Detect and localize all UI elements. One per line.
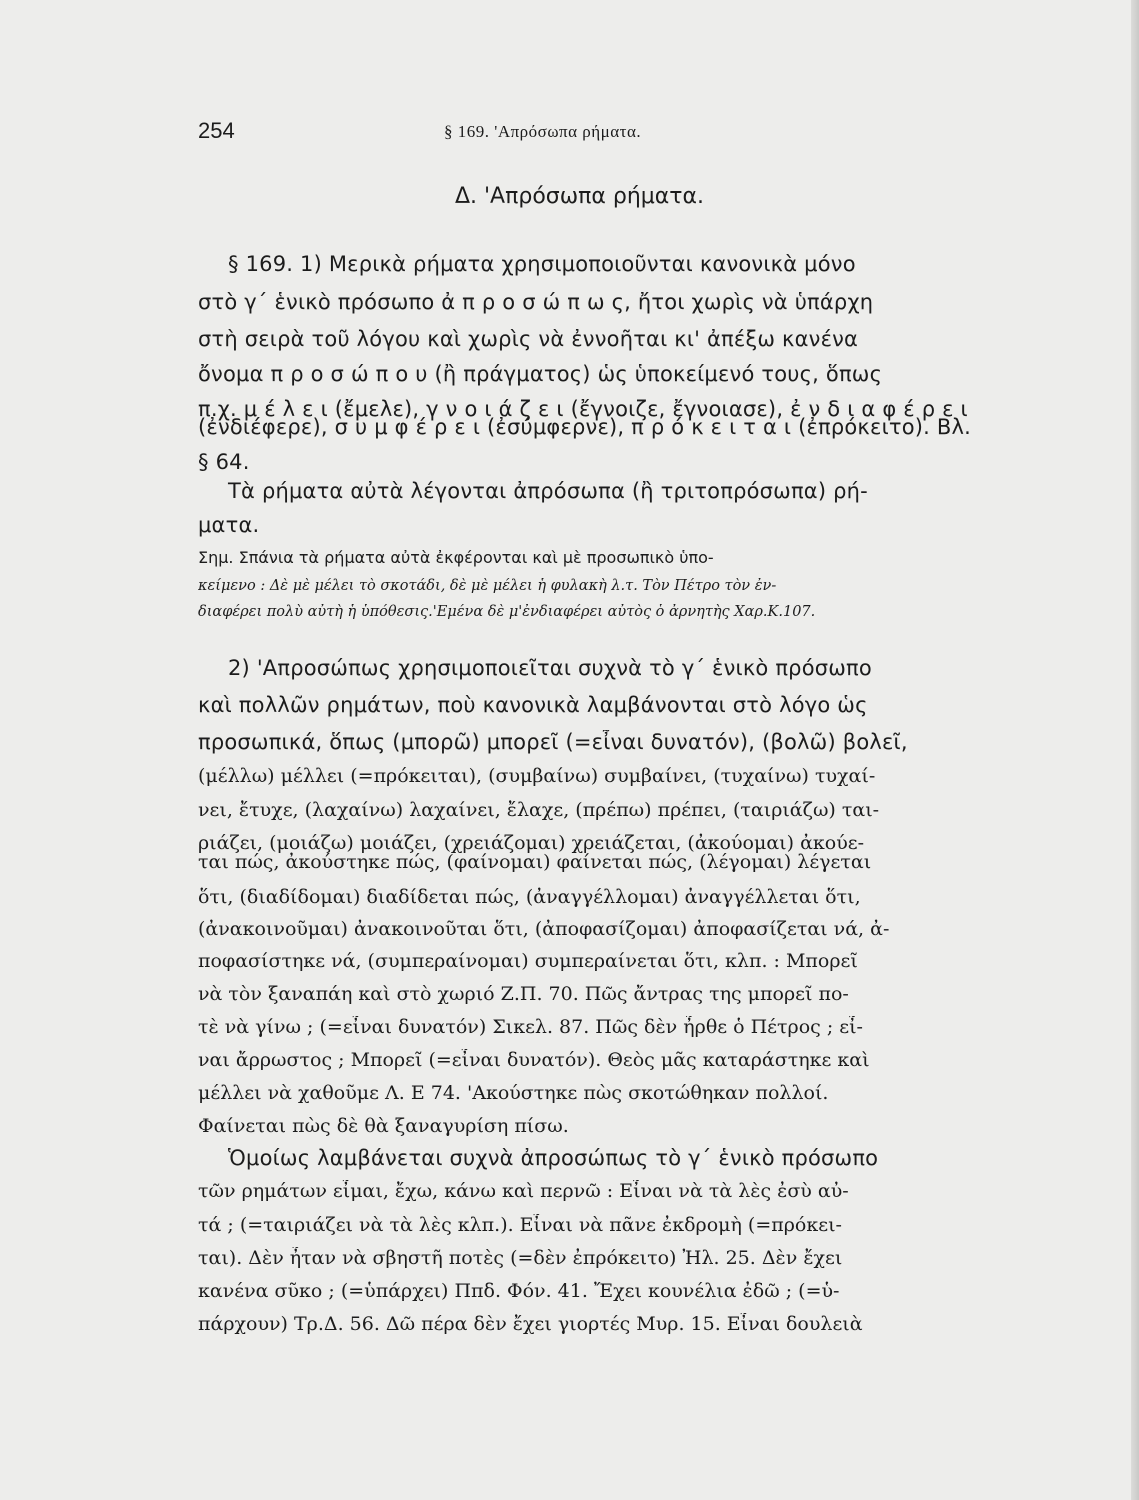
- text-line: ποφασίστηκε νά, (συμπεραίνομαι) συμπεραίνεται ὅτι, κλπ. : Μπορεῖ: [198, 950, 858, 972]
- text-line: ματα.: [198, 513, 260, 537]
- text-line: ριάζει, (μοιάζω) μοιάζει, (χρειάζομαι) χρειάζεται, (ἀκούομαι) ἀκούε-: [198, 832, 865, 854]
- text-line: § 64.: [198, 450, 250, 474]
- text-line: 2) 'Απροσώπως χρησιμοποιεῖται συχνὰ τὸ γ΄ ἑνικὸ πρόσωπο: [228, 656, 872, 680]
- text-line: Φαίνεται πὼς δὲ θὰ ξαναγυρίση πίσω.: [198, 1115, 569, 1137]
- text-line: τῶν ρημάτων εἶμαι, ἔχω, κάνω καὶ περνῶ : Εἶναι νὰ τὰ λὲς ἐσὺ αὐ-: [198, 1180, 849, 1202]
- page-number: 254: [198, 118, 235, 143]
- text-line: π.χ. μ έ λ ε ι (ἔμελε), γ ν ο ι ά ζ ε ι (ἔγνοιζε, ἔγνοιασε), ἐ ν δ ι α φ έ ρ ε ι: [198, 397, 968, 421]
- page-edge-shadow: [1131, 0, 1139, 1500]
- text-line: (ἐνδιέφερε), σ υ μ φ έ ρ ε ι (ἐσύμφερνε), π ρ ό κ ε ι τ α ι (ἐπρόκειτο). Βλ.: [198, 415, 972, 439]
- text-line: κανένα σῦκο ; (=ὑπάρχει) Ππδ. Φόν. 41. Ἔχει κουνέλια ἐδῶ ; (=ὑ-: [198, 1280, 840, 1302]
- text-line: ὄνομα π ρ ο σ ώ π ο υ (ἢ πράγματος) ὡς ὑποκείμενό τους, ὅπως: [198, 362, 883, 386]
- text-line: νὰ τὸν ξαναπάη καὶ στὸ χωριό Ζ.Π. 70. Πῶς ἄντρας της μπορεῖ πο-: [198, 983, 849, 1005]
- text-line: πάρχουν) Τρ.Δ. 56. Δῶ πέρα δὲν ἔχει γιορτές Μυρ. 15. Εἶναι δουλειὰ: [198, 1313, 863, 1335]
- text-line: ται πώς, ἀκούστηκε πώς, (φαίνομαι) φαίνεται πώς, (λέγομαι) λέγεται: [198, 851, 872, 873]
- text-line: μέλλει νὰ χαθοῦμε Λ. Ε 74. 'Ακούστηκε πὼς σκοτώθηκαν πολλοί.: [198, 1082, 829, 1104]
- text-line: τὲ νὰ γίνω ; (=εἶναι δυνατόν) Σικελ. 87. Πῶς δὲν ἦρθε ὁ Πέτρος ; εἶ-: [198, 1016, 863, 1038]
- text-line: ται). Δὲν ἦταν νὰ σβηστῆ ποτὲς (=δὲν ἐπρόκειτο) Ἠλ. 25. Δὲν ἔχει: [198, 1247, 843, 1269]
- text-line: § 169. 1) Μερικὰ ρήματα χρησιμοποιοῦνται κανονικὰ μόνο: [228, 252, 856, 276]
- running-title: § 169. 'Απρόσωπα ρήματα.: [444, 122, 642, 141]
- text-line: στὴ σειρὰ τοῦ λόγου καὶ χωρὶς νὰ ἐννοῆται κι' ἀπέξω κανένα: [198, 327, 859, 351]
- text-line: τά ; (=ταιριάζει νὰ τὰ λὲς κλπ.). Εἶναι νὰ πᾶνε ἐκδρομὴ (=πρόκει-: [198, 1214, 842, 1236]
- text-line: ναι ἄρρωστος ; Μπορεῖ (=εἶναι δυνατόν). Θεὸς μᾶς καταράστηκε καὶ: [198, 1049, 870, 1071]
- text-line: ὅτι, (διαδίδομαι) διαδίδεται πώς, (ἀναγγέλλομαι) ἀναγγέλλεται ὅτι,: [198, 886, 861, 908]
- text-line: καὶ πολλῶν ρημάτων, ποὺ κανονικὰ λαμβάνονται στὸ λόγο ὡς: [198, 693, 868, 717]
- text-line: Τὰ ρήματα αὐτὰ λέγονται ἀπρόσωπα (ἢ τριτοπρόσωπα) ρή-: [228, 479, 868, 503]
- text-line: (ἀνακοινοῦμαι) ἀνακοινοῦται ὅτι, (ἀποφασίζομαι) ἀποφασίζεται νά, ἀ-: [198, 918, 890, 940]
- text-line: νει, ἔτυχε, (λαχαίνω) λαχαίνει, ἔλαχε, (πρέπω) πρέπει, (ταιριάζω) ται-: [198, 799, 880, 821]
- running-header: [198, 118, 978, 148]
- text-line: (μέλλω) μέλλει (=πρόκειται), (συμβαίνω) συμβαίνει, (τυχαίνω) τυχαί-: [198, 765, 876, 787]
- note-line: διαφέρει πολὺ αὐτὴ ἡ ὑπόθεσις.'Εμένα δὲ μ'ἐνδιαφέρει αὐτὸς ὁ ἀρνητὴς Χαρ.Κ.107.: [198, 604, 816, 620]
- text-line: στὸ γ΄ ἑνικὸ πρόσωπο ἀ π ρ ο σ ώ π ω ς, ἤτοι χωρὶς νὰ ὑπάρχη: [198, 290, 874, 314]
- text-line: Ὁμοίως λαμβάνεται συχνὰ ἀπροσώπως τὸ γ΄ ἑνικὸ πρόσωπο: [228, 1146, 879, 1170]
- note-line: Σημ. Σπάνια τὰ ρήματα αὐτὰ ἐκφέρονται καὶ μὲ προσωπικὸ ὑπο-: [198, 548, 714, 567]
- text-line: προσωπικά, ὅπως (μπορῶ) μπορεῖ (=εἶναι δυνατόν), (βολῶ) βολεῖ,: [198, 730, 908, 754]
- section-heading: Δ. 'Απρόσωπα ρήματα.: [454, 184, 705, 209]
- note-line: κείμενο : Δὲ μὲ μέλει τὸ σκοτάδι, δὲ μὲ μέλει ἡ φυλακὴ λ.τ. Τὸν Πέτρο τὸν ἐν-: [198, 578, 777, 594]
